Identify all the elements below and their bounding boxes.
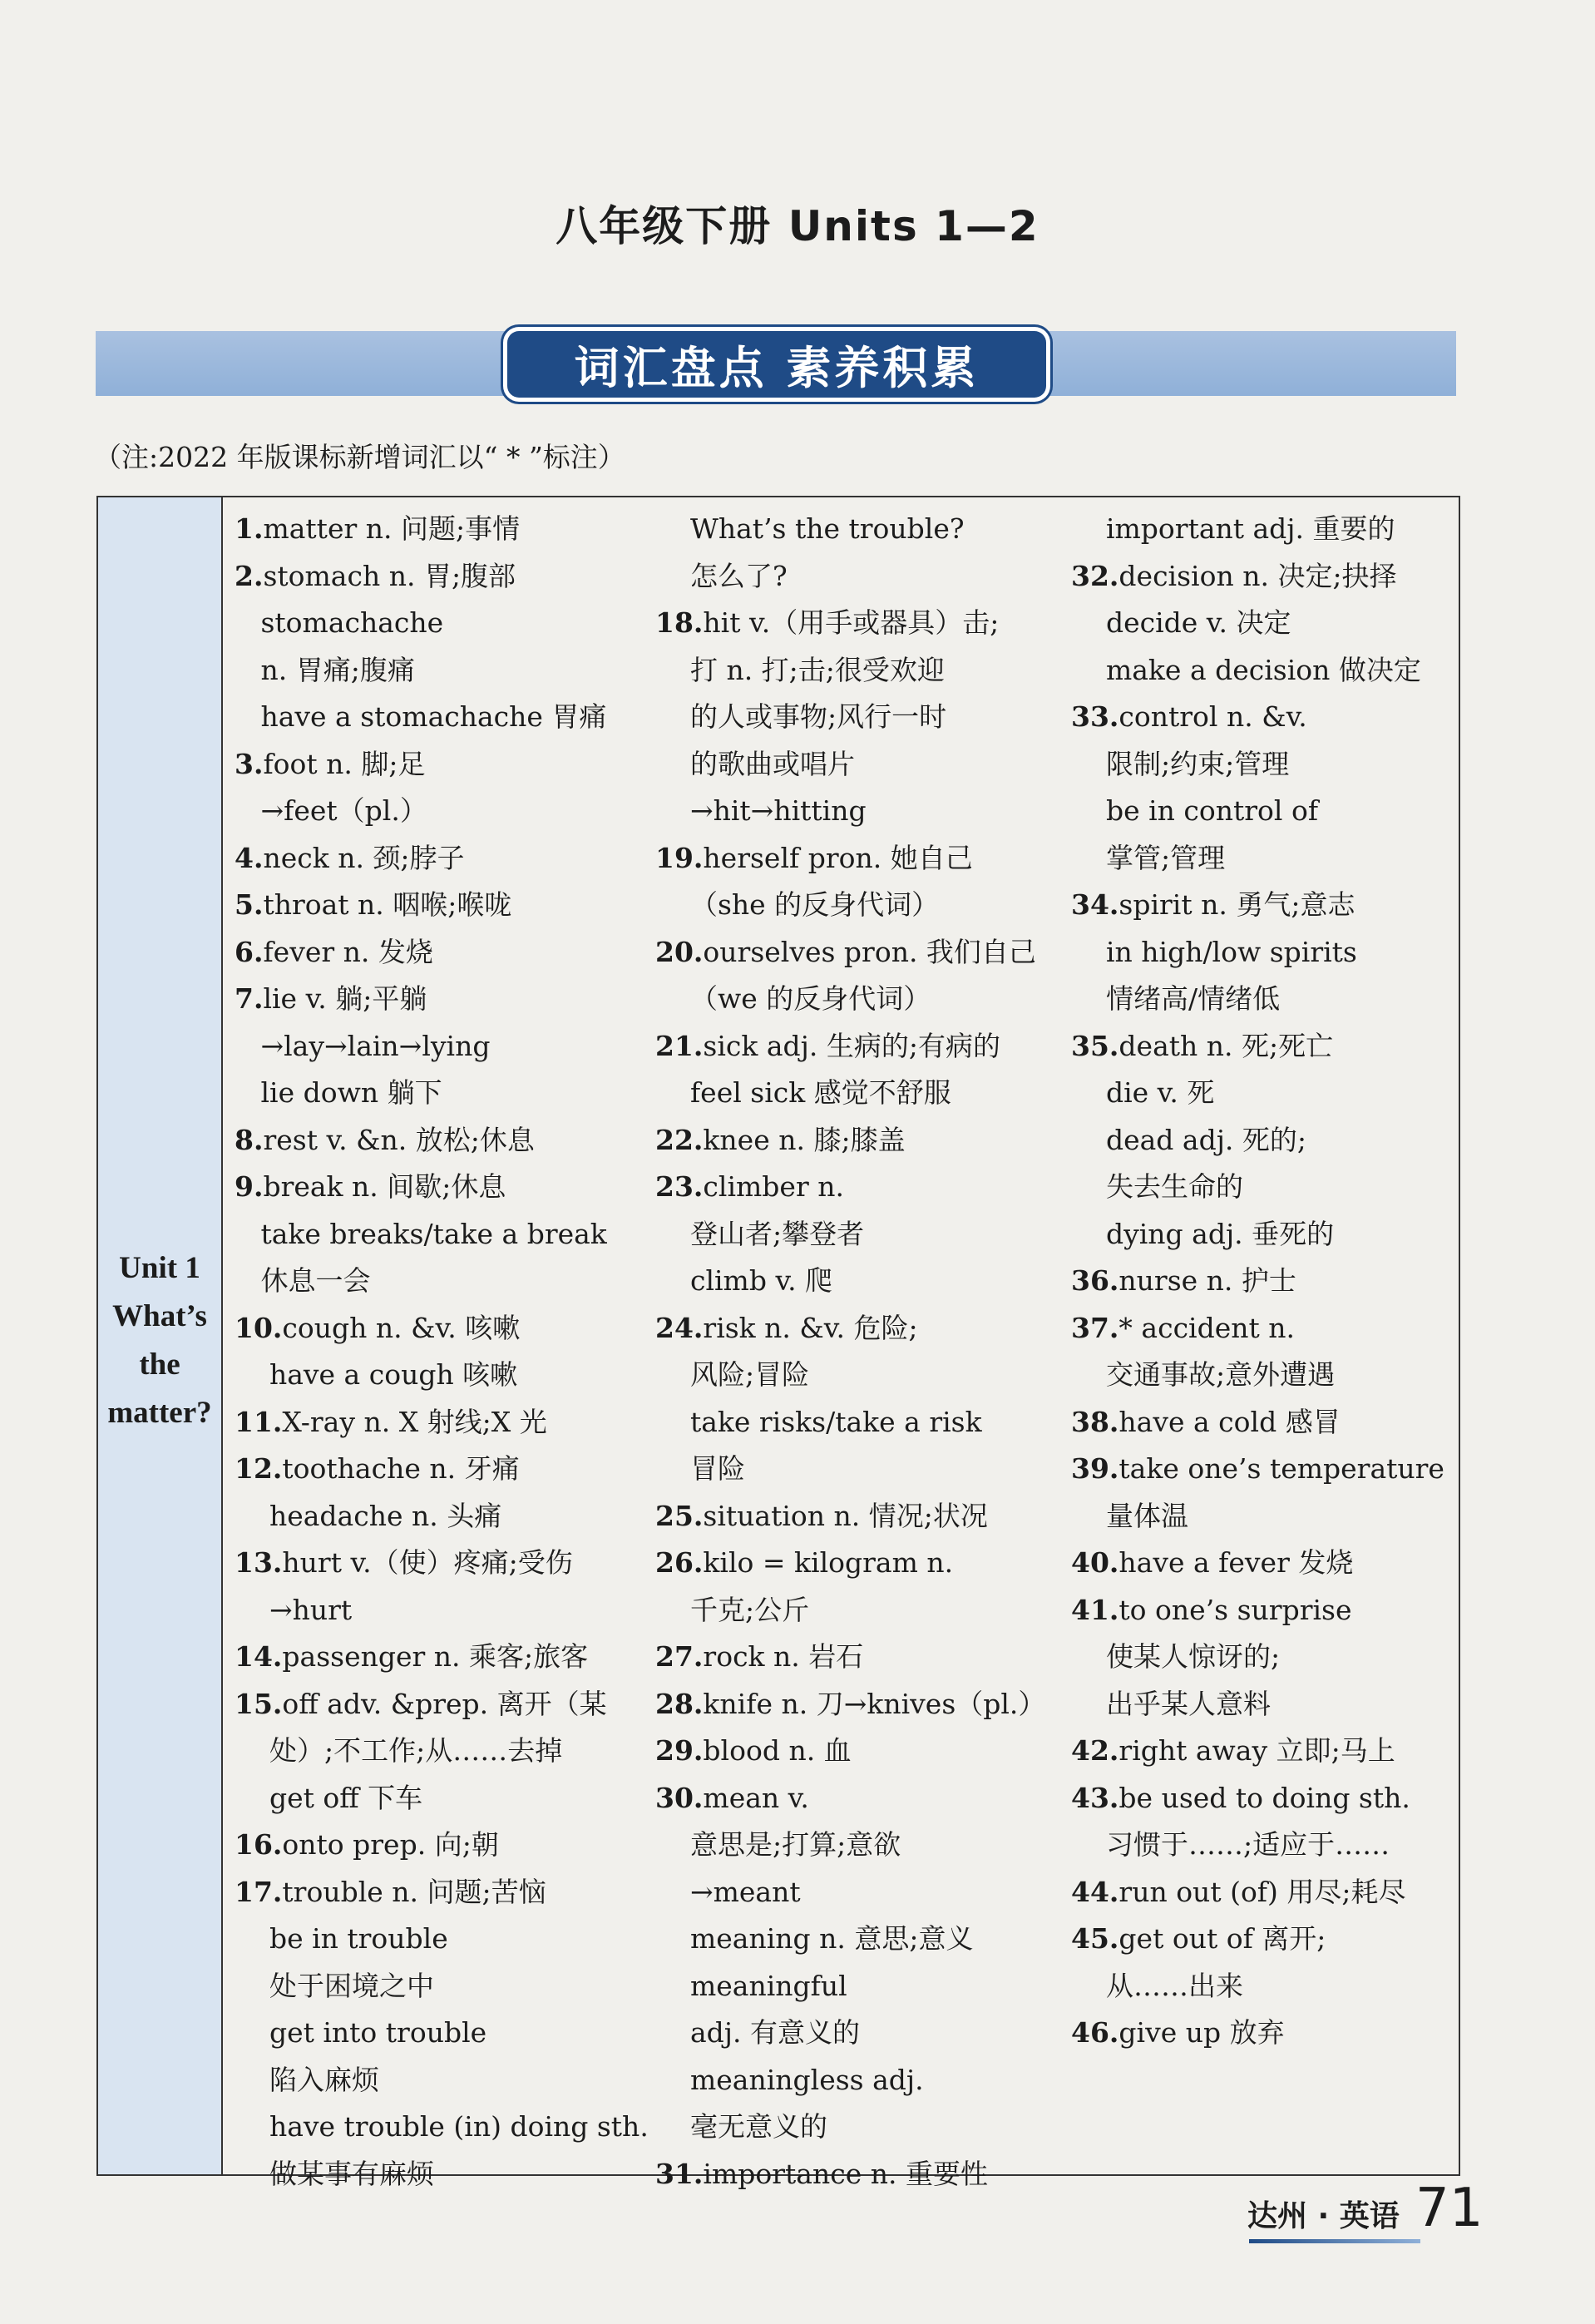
vocab-entry — [1071, 1070, 1462, 1117]
vocab-entry-number: 5. — [235, 888, 264, 921]
vocab-entry — [1071, 1399, 1462, 1446]
vocab-entry-text: break n. 间歇;休息 — [263, 1170, 506, 1203]
vocab-entry-text: nurse n. 护士 — [1118, 1264, 1296, 1297]
vocab-entry — [1071, 1023, 1462, 1071]
vocab-entry — [655, 882, 1063, 929]
vocab-entry-text: take one’s temperature — [1118, 1452, 1444, 1485]
vocab-entry — [655, 1963, 1063, 2010]
vocab-entry — [1071, 1258, 1462, 1305]
vocab-entry-text: situation n. 情况;状况 — [703, 1499, 988, 1532]
vocab-entry — [235, 882, 634, 929]
vocab-entry — [1071, 1634, 1462, 1681]
vocab-entry-text: importance n. 重要性 — [703, 2157, 988, 2190]
vocab-entry-number: 31. — [655, 2157, 704, 2190]
vocab-entry — [235, 1070, 634, 1117]
vocab-entry-text: 的歌曲或唱片 — [655, 747, 855, 780]
vocab-entry-text: passenger n. 乘客;旅客 — [282, 1640, 589, 1673]
vocab-entry-number: 32. — [1071, 559, 1119, 592]
vocab-entry-text: mean v. — [703, 1781, 809, 1814]
vocab-entry-number: 21. — [655, 1029, 704, 1062]
vocab-entry — [1071, 1822, 1462, 1869]
vocab-entry-text: →feet（pl.） — [235, 794, 427, 827]
vocab-entry-text: hit v.（用手或器具）击; — [703, 606, 1000, 639]
vocab-entry — [235, 1023, 634, 1071]
vocab-entry-text: have trouble (in) doing sth. — [235, 2110, 649, 2143]
vocab-entry-number: 6. — [235, 935, 264, 968]
vocab-entry-text: trouble n. 问题;苦恼 — [282, 1875, 546, 1908]
vocab-entry-text: important adj. 重要的 — [1071, 512, 1395, 545]
vocab-entry-text: 量体温 — [1071, 1499, 1188, 1532]
vocab-column-2 — [655, 506, 1063, 2198]
vocab-entry — [235, 929, 634, 977]
vocab-entry — [655, 976, 1063, 1023]
vocab-column-3 — [1071, 506, 1462, 2057]
vocab-entry-number: 8. — [235, 1123, 264, 1156]
vocab-entry-text: 意思是;打算;意欲 — [655, 1828, 901, 1861]
vocab-entry — [655, 835, 1063, 883]
vocab-entry-text: 登山者;攀登者 — [655, 1217, 865, 1250]
vocab-entry-text: 处）;不工作;从……去掉 — [235, 1734, 563, 1767]
vocab-entry — [655, 694, 1063, 741]
vocab-entry — [1071, 1305, 1462, 1352]
vocab-entry-number: 30. — [655, 1781, 704, 1814]
vocab-entry — [655, 1916, 1063, 1963]
page-title: 八年级下册 Units 1—2 — [556, 202, 1039, 250]
vocab-entry — [235, 600, 634, 647]
unit-label-line: What’s — [112, 1299, 207, 1333]
vocab-entry-number: 35. — [1071, 1029, 1119, 1062]
vocab-entry — [1071, 882, 1462, 929]
vocab-entry — [655, 2057, 1063, 2104]
vocab-entry — [655, 553, 1063, 601]
vocab-entry-number: 40. — [1071, 1546, 1119, 1579]
vocab-entry — [1071, 929, 1462, 977]
vocab-entry-text: meaningless adj. — [655, 2063, 924, 2096]
vocab-entry-text: 怎么了? — [655, 559, 788, 592]
unit-label-line: matter? — [107, 1396, 212, 1430]
vocab-entry-number: 39. — [1071, 1452, 1119, 1485]
vocab-entry-number: 22. — [655, 1123, 704, 1156]
vocab-entry — [1071, 1211, 1462, 1258]
vocab-entry — [655, 1258, 1063, 1305]
vocab-entry-text: spirit n. 勇气;意志 — [1118, 888, 1356, 921]
vocab-entry-text: 毫无意义的 — [655, 2110, 827, 2143]
vocab-entry — [1071, 1164, 1462, 1211]
vocab-entry-text: decide v. 决定 — [1071, 606, 1291, 639]
section-banner-label: 词汇盘点 素养积累 — [507, 331, 1046, 398]
vocab-entry — [235, 1164, 634, 1211]
vocab-entry-text: 出乎某人意料 — [1071, 1687, 1271, 1720]
unit-label — [98, 1244, 221, 1437]
vocab-entry — [235, 976, 634, 1023]
vocab-entry-text: 做某事有麻烦 — [235, 2157, 434, 2190]
vocab-entry-number: 12. — [235, 1452, 283, 1485]
vocab-entry — [655, 2151, 1063, 2198]
vocab-entry — [655, 929, 1063, 977]
vocab-entry-text: neck n. 颈;脖子 — [263, 841, 465, 874]
vocab-entry — [1071, 506, 1462, 553]
vocab-entry — [655, 2010, 1063, 2057]
vocab-entry — [655, 1493, 1063, 1540]
vocab-entry — [235, 788, 634, 835]
vocab-entry-number: 44. — [1071, 1875, 1119, 1908]
vocab-entry-text: climb v. 爬 — [655, 1264, 833, 1297]
vocab-entry — [235, 2010, 634, 2057]
vocab-entry-text: dead adj. 死的; — [1071, 1123, 1307, 1156]
vocab-entry — [655, 1117, 1063, 1164]
vocab-entry — [235, 1963, 634, 2010]
vocab-entry-text: have a cough 咳嗽 — [235, 1358, 518, 1391]
vocab-entry — [1071, 1446, 1462, 1493]
vocab-entry — [655, 1634, 1063, 1681]
vocab-entry — [1071, 1775, 1462, 1822]
vocab-entry-text: decision n. 决定;抉择 — [1118, 559, 1397, 592]
vocab-entry — [235, 647, 634, 695]
vocab-entry — [1071, 1117, 1462, 1164]
vocab-entry — [655, 1587, 1063, 1634]
vocab-entry — [655, 1822, 1063, 1869]
vocab-entry-number: 27. — [655, 1640, 704, 1673]
vocab-entry-text: matter n. 问题;事情 — [263, 512, 521, 545]
vocab-entry — [655, 1023, 1063, 1071]
vocab-entry-text: 失去生命的 — [1071, 1170, 1243, 1203]
vocab-entry-text: have a cold 感冒 — [1118, 1405, 1341, 1438]
vocab-entry — [1071, 788, 1462, 835]
vocab-entry-text: meaningful — [655, 1969, 847, 2002]
vocab-entry-text: make a decision 做决定 — [1071, 653, 1421, 686]
vocab-entry-text: take breaks/take a break — [235, 1217, 607, 1250]
vocab-entry-number: 2. — [235, 559, 264, 592]
vocab-entry-text: rest v. &n. 放松;休息 — [263, 1123, 535, 1156]
vocab-entry-text: 打 n. 打;击;很受欢迎 — [655, 653, 945, 686]
vocab-entry-number: 24. — [655, 1311, 704, 1344]
vocab-entry — [235, 2104, 649, 2151]
vocab-entry — [235, 1493, 634, 1540]
vocab-entry-text: get into trouble — [235, 2016, 487, 2049]
vocab-entry-text: （she 的反身代词） — [655, 888, 940, 921]
vocab-entry-text: right away 立即;马上 — [1118, 1734, 1395, 1767]
vocab-column-1 — [235, 506, 649, 2198]
footer-region: 达州 · 英语 — [1247, 2199, 1400, 2233]
vocab-entry-number: 28. — [655, 1687, 704, 1720]
vocab-entry-number: 45. — [1071, 1922, 1119, 1955]
vocab-entry — [235, 1211, 634, 1258]
vocab-entry — [235, 1446, 634, 1493]
vocab-entry-number: 23. — [655, 1170, 704, 1203]
vocab-entry — [235, 741, 634, 789]
vocab-entry-number: 7. — [235, 982, 264, 1015]
vocab-entry — [655, 1305, 1063, 1352]
vocab-entry — [1071, 694, 1462, 741]
vocab-entry-text: lie v. 躺;平躺 — [263, 982, 427, 1015]
vocab-entry — [235, 2151, 634, 2198]
vocab-entry-number: 29. — [655, 1734, 704, 1767]
vocab-entry — [655, 1446, 1063, 1493]
vocab-entry — [1071, 1352, 1462, 1399]
vocab-entry — [235, 1540, 634, 1587]
vocab-entry — [655, 1211, 1063, 1258]
vocab-entry-text: dying adj. 垂死的 — [1071, 1217, 1335, 1250]
vocab-entry — [235, 1587, 634, 1634]
vocab-entry-number: 4. — [235, 841, 264, 874]
vocab-entry-text: 限制;约束;管理 — [1071, 747, 1290, 780]
vocab-entry-number: 33. — [1071, 700, 1119, 733]
vocab-entry-number: 10. — [235, 1311, 283, 1344]
vocab-entry-text: toothache n. 牙痛 — [282, 1452, 520, 1485]
vocab-entry-text: herself pron. 她自己 — [703, 841, 973, 874]
vocab-entry-text: 的人或事物;风行一时 — [655, 700, 947, 733]
vocab-entry — [655, 1399, 1063, 1446]
vocab-entry — [235, 1869, 634, 1916]
vocab-entry-text: stomachache — [235, 606, 444, 639]
vocab-entry — [1071, 553, 1462, 601]
vocab-entry — [235, 1822, 634, 1869]
vocab-entry-number: 18. — [655, 606, 704, 639]
vocab-entry-text: * accident n. — [1118, 1311, 1296, 1344]
vocab-entry-text: blood n. 血 — [703, 1734, 852, 1767]
vocab-entry-text: lie down 躺下 — [235, 1076, 442, 1109]
vocab-entry-number: 43. — [1071, 1781, 1119, 1814]
vocab-entry-text: risk n. &v. 危险; — [703, 1311, 918, 1344]
vocab-entry-text: onto prep. 向;朝 — [282, 1828, 499, 1861]
vocab-entry-text: ourselves pron. 我们自己 — [703, 935, 1036, 968]
vocab-entry-text: 习惯于……;适应于…… — [1071, 1828, 1390, 1861]
vocab-entry — [235, 1117, 634, 1164]
vocab-entry — [655, 1775, 1063, 1822]
vocab-entry — [655, 1869, 1063, 1916]
vocab-entry-text: throat n. 咽喉;喉咙 — [263, 888, 512, 921]
vocab-entry-number: 9. — [235, 1170, 264, 1203]
vocab-entry-text: control n. &v. — [1118, 700, 1307, 733]
vocab-entry-number: 15. — [235, 1687, 283, 1720]
vocab-entry — [655, 1728, 1063, 1775]
vocab-entry — [655, 2104, 1063, 2151]
vocab-entry — [235, 1305, 634, 1352]
vocab-entry-text: hurt v.（使）疼痛;受伤 — [282, 1546, 573, 1579]
vocab-entry — [1071, 741, 1462, 789]
vocab-entry-text: What’s the trouble? — [655, 512, 965, 545]
vocab-entry-text: 使某人惊讶的; — [1071, 1640, 1281, 1673]
vocab-entry-text: run out (of) 用尽;耗尽 — [1118, 1875, 1406, 1908]
vocab-entry — [655, 647, 1063, 695]
vocab-entry-text: fever n. 发烧 — [263, 935, 433, 968]
vocab-entry — [655, 788, 1063, 835]
vocab-entry-text: take risks/take a risk — [655, 1405, 982, 1438]
vocab-entry — [235, 2057, 634, 2104]
vocab-entry-text: sick adj. 生病的;有病的 — [703, 1029, 1001, 1062]
vocab-entry — [655, 741, 1063, 789]
vocab-entry — [235, 1775, 634, 1822]
vocab-entry-number: 46. — [1071, 2016, 1119, 2049]
vocab-entry-text: be used to doing sth. — [1118, 1781, 1410, 1814]
vocab-entry-text: feel sick 感觉不舒服 — [655, 1076, 951, 1109]
vocab-entry — [1071, 835, 1462, 883]
vocab-entry — [235, 1681, 634, 1728]
vocab-entry-text: 处于困境之中 — [235, 1969, 434, 2002]
vocab-entry — [655, 600, 1063, 647]
vocab-entry — [1071, 1728, 1462, 1775]
vocab-entry-number: 41. — [1071, 1593, 1119, 1626]
vocab-entry — [655, 506, 1063, 553]
vocab-entry-number: 42. — [1071, 1734, 1119, 1767]
vocab-entry-text: be in control of — [1071, 794, 1319, 827]
vocab-entry-text: rock n. 岩石 — [703, 1640, 864, 1673]
vocab-entry-text: 掌管;管理 — [1071, 841, 1226, 874]
vocab-entry — [235, 506, 634, 553]
vocab-entry — [655, 1681, 1063, 1728]
vocab-entry-text: 风险;冒险 — [655, 1358, 810, 1391]
vocab-entry — [1071, 2010, 1462, 2057]
vocab-entry — [235, 1634, 634, 1681]
vocab-entry — [1071, 600, 1462, 647]
unit-column — [98, 497, 223, 2174]
vocab-entry-text: 交通事故;意外遭遇 — [1071, 1358, 1336, 1391]
vocab-entry-number: 25. — [655, 1499, 704, 1532]
vocab-entry-text: death n. 死;死亡 — [1118, 1029, 1334, 1062]
vocab-entry — [235, 553, 634, 601]
vocab-entry — [655, 1070, 1063, 1117]
vocab-entry-text: （we 的反身代词） — [655, 982, 931, 1015]
unit-label-line: the — [139, 1347, 180, 1382]
vocab-entry-number: 38. — [1071, 1405, 1119, 1438]
vocab-entry — [1071, 1587, 1462, 1634]
vocab-entry-text: foot n. 脚;足 — [263, 747, 426, 780]
vocab-entry-text: be in trouble — [235, 1922, 448, 1955]
vocab-entry-text: kilo = kilogram n. — [703, 1546, 954, 1579]
vocab-entry — [235, 1399, 634, 1446]
vocab-entry-number: 19. — [655, 841, 704, 874]
vocab-entry-text: →hurt — [235, 1593, 353, 1626]
vocab-entry-text: adj. 有意义的 — [655, 2016, 860, 2049]
vocab-entry-text: stomach n. 胃;腹部 — [263, 559, 516, 592]
footer-underline — [1249, 2239, 1420, 2243]
vocab-entry-number: 36. — [1071, 1264, 1119, 1297]
vocab-entry-number: 26. — [655, 1546, 704, 1579]
vocab-entry-text: →lay→lain→lying — [235, 1029, 491, 1062]
vocab-entry-text: 从……出来 — [1071, 1969, 1243, 2002]
vocab-entry-text: 休息一会 — [235, 1264, 371, 1297]
vocab-entry — [1071, 1869, 1462, 1916]
vocab-entry-text: cough n. &v. 咳嗽 — [282, 1311, 521, 1344]
vocab-entry — [655, 1540, 1063, 1587]
vocab-entry — [655, 1352, 1063, 1399]
vocab-entry-text: →hit→hitting — [655, 794, 867, 827]
vocab-entry-text: knee n. 膝;膝盖 — [703, 1123, 906, 1156]
vocab-entry-number: 11. — [235, 1405, 283, 1438]
vocab-entry-text: have a stomachache 胃痛 — [235, 700, 607, 733]
vocab-entry-number: 20. — [655, 935, 704, 968]
vocab-entry — [235, 694, 634, 741]
vocab-entry — [235, 835, 634, 883]
vocab-entry-text: have a fever 发烧 — [1118, 1546, 1354, 1579]
vocab-entry-number: 34. — [1071, 888, 1119, 921]
vocab-entry-number: 14. — [235, 1640, 283, 1673]
vocab-entry-text: 陷入麻烦 — [235, 2063, 379, 2096]
vocab-entry-text: 冒险 — [655, 1452, 745, 1485]
vocab-entry-text: 千克;公斤 — [655, 1593, 810, 1626]
vocab-entry-text: 情绪高/情绪低 — [1071, 982, 1281, 1015]
vocab-entry-text: X-ray n. X 射线;X 光 — [282, 1405, 547, 1438]
vocab-entry — [1071, 1681, 1462, 1728]
vocab-entry-text: give up 放弃 — [1118, 2016, 1285, 2049]
vocab-entry — [1071, 1963, 1462, 2010]
vocab-entry — [235, 1916, 634, 1963]
note-text: （注:2022 年版课标新增词汇以“ * ”标注） — [94, 441, 625, 473]
vocab-entry — [1071, 976, 1462, 1023]
vocab-entry — [235, 1258, 634, 1305]
vocab-entry-number: 16. — [235, 1828, 283, 1861]
vocab-entry-text: off adv. &prep. 离开（某 — [282, 1687, 607, 1720]
vocab-entry-text: →meant — [655, 1875, 801, 1908]
vocab-entry — [235, 1728, 634, 1775]
vocab-entry-text: die v. 死 — [1071, 1076, 1215, 1109]
vocab-entry-text: n. 胃痛;腹痛 — [235, 653, 415, 686]
vocab-entry-text: climber n. — [703, 1170, 844, 1203]
vocab-entry-text: to one’s surprise — [1118, 1593, 1352, 1626]
page-number: 71 — [1415, 2178, 1484, 2239]
vocabulary-table — [96, 496, 1460, 2190]
vocab-entry-number: 3. — [235, 747, 264, 780]
vocab-entry — [1071, 1540, 1462, 1587]
vocab-entry-text: get out of 离开; — [1118, 1922, 1326, 1955]
vocab-entry-text: get off 下车 — [235, 1781, 423, 1814]
vocab-entry-text: headache n. 头痛 — [235, 1499, 502, 1532]
vocab-entry-text: knife n. 刀→knives（pl.） — [703, 1687, 1046, 1720]
vocab-entry-number: 1. — [235, 512, 264, 545]
vocab-entry — [655, 1164, 1063, 1211]
unit-label-line: Unit 1 — [119, 1251, 200, 1285]
vocab-entry-text: in high/low spirits — [1071, 935, 1357, 968]
vocab-entry-number: 37. — [1071, 1311, 1119, 1344]
vocab-entry — [1071, 647, 1462, 695]
vocab-entry — [235, 1352, 634, 1399]
vocab-entry-text: meaning n. 意思;意义 — [655, 1922, 974, 1955]
vocab-entry — [1071, 1493, 1462, 1540]
vocab-entry-number: 13. — [235, 1546, 283, 1579]
vocab-entry-number: 17. — [235, 1875, 283, 1908]
vocab-entry — [1071, 1916, 1462, 1963]
